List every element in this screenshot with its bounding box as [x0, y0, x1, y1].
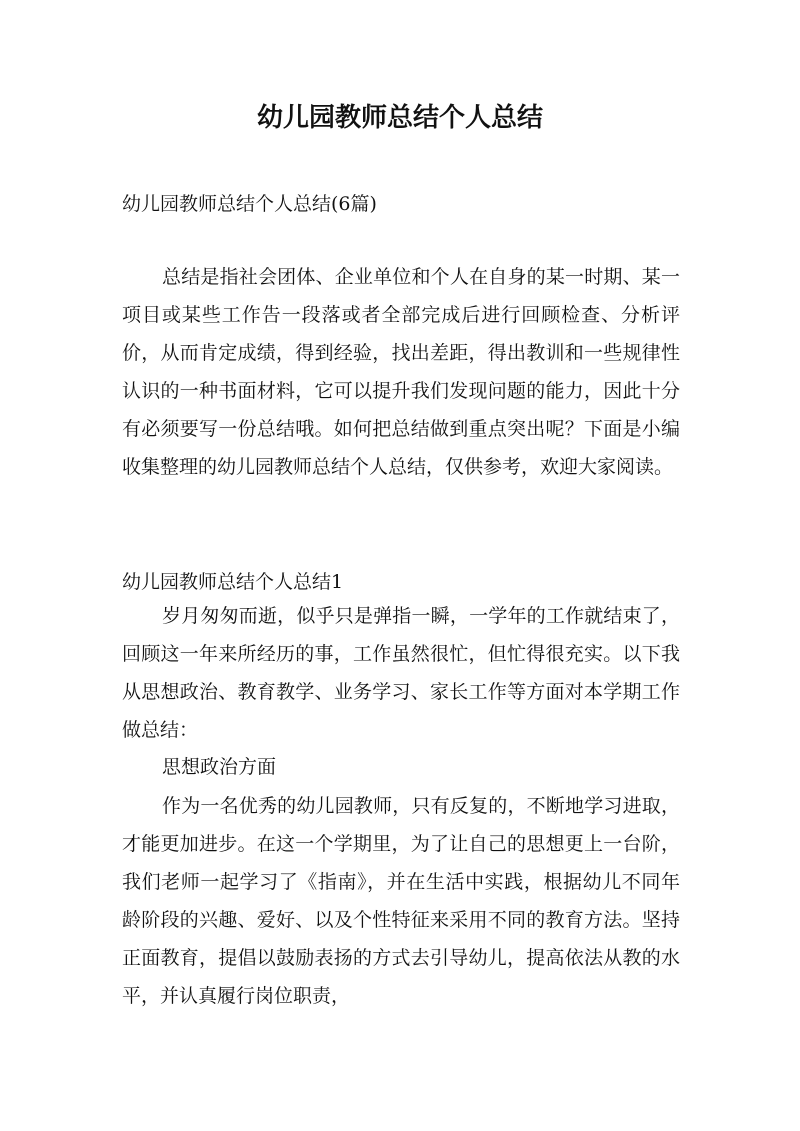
- section-heading: 幼儿园教师总结个人总结1: [122, 571, 344, 593]
- document-title: 幼儿园教师总结个人总结: [256, 103, 543, 133]
- document-subtitle: 幼儿园教师总结个人总结(6篇): [122, 193, 377, 215]
- section-paragraph: 作为一名优秀的幼儿园教师，只有反复的，不断地学习进取，才能更加进步。在这一个学期里，为了让自己的思想更上一台阶，我们老师一起学习了《指南》，并在生活中实践，根据幼儿不同年龄阶段的兴趣、爱好、以及个性特征来采用不同的教育方法。坚持正面教育，提倡以鼓励表扬的方式去引导幼儿，提高依法从教的水平，并认真履行岗位职责，: [122, 795, 680, 1007]
- subheading: 思想政治方面: [162, 756, 277, 778]
- intro-paragraph: 总结是指社会团体、企业单位和个人在自身的某一时期、某一项目或某些工作告一段落或者全部完成后进行回顾检查、分析评价，从而肯定成绩，得到经验，找出差距，得出教训和一些规律性认识的一种书面材料，它可以提升我们发现问题的能力，因此十分有必须要写一份总结哦。如何把总结做到重点突出呢？下面是小编收集整理的幼儿园教师总结个人总结，仅供参考，欢迎大家阅读。: [122, 266, 680, 478]
- section-paragraph: 岁月匆匆而逝，似乎只是弹指一瞬，一学年的工作就结束了，回顾这一年来所经历的事，工作虽然很忙，但忙得很充实。以下我从思想政治、教育教学、业务学习、家长工作等方面对本学期工作做总结：: [122, 605, 680, 741]
